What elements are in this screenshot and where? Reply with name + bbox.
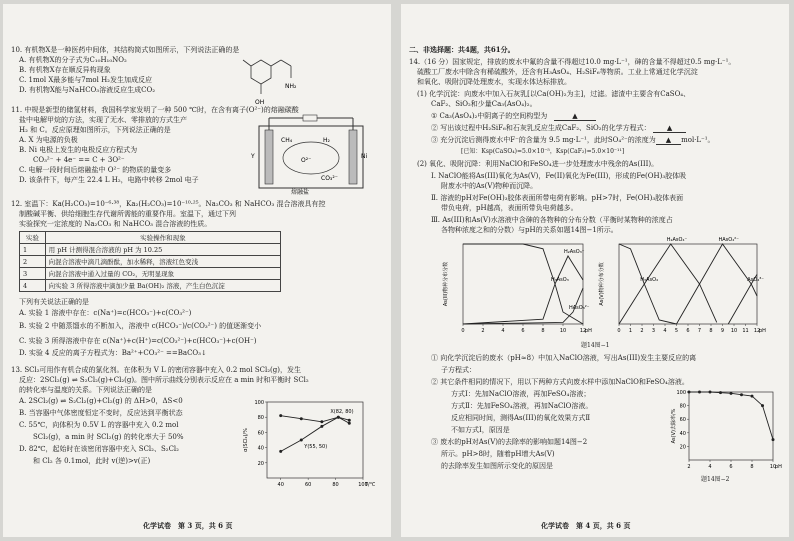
table-cell: 2 <box>20 256 46 268</box>
q14-part2-q2: ② 其它条件相同的情况下，用以下两种方式向废水样中添加NaClO和FeSO₄溶液。 <box>431 378 689 386</box>
q14-method-2: 方式Ⅱ：先加FeSO₄溶液，再加NaClO溶液。 <box>451 402 593 410</box>
table-row <box>20 244 281 256</box>
section-title: 二、非选择题：共4题，共61分。 <box>409 45 515 54</box>
series-label: HAsO₄²⁻ <box>718 237 739 243</box>
table-row <box>20 268 281 280</box>
data-point <box>688 391 691 394</box>
x-tick-label: 4 <box>663 328 667 334</box>
y-axis-label: As(V)去除率/% <box>671 408 677 444</box>
data-point <box>279 450 282 453</box>
q12-line-3: 实验探究一定浓度的 Na₂CO₃ 和 NaHCO₃ 混合溶液的性质。 <box>19 220 212 228</box>
as5-distribution-chart <box>597 238 767 338</box>
series-line <box>677 244 758 324</box>
right-page-footer: 化学试卷 第 4 页，共 6 页 <box>541 521 631 530</box>
data-point <box>719 391 722 394</box>
answer-blank: ▲ <box>653 124 686 133</box>
table-cell: 3 <box>20 268 46 280</box>
q11-electrolysis-cell-diagram <box>251 114 379 196</box>
series-label: AsO₄³⁻ <box>747 277 764 283</box>
q12-prompt: 下列有关说法正确的是 <box>19 298 89 306</box>
q14-part2-q3-cont2: 的去除率发生如图所示变化的原因是 <box>441 462 553 470</box>
series-line <box>689 392 773 440</box>
q14-info-2-cont: 带负电荷，pH越高，表面所带负电荷越多。 <box>441 204 578 212</box>
q14-part1-q3 <box>431 136 715 144</box>
q14-part2-q1: ① 向化学沉淀后的废水（pH≈8）中加入NaClO溶液，写出As(III)发生主要反应的离 <box>431 354 697 362</box>
removal-rate-chart <box>669 388 781 474</box>
data-point <box>348 419 351 422</box>
x-tick-label: 0 <box>617 328 621 334</box>
y-axis-label: As(III)物种分布分数 <box>443 261 449 307</box>
q12-table-header-cell: 实验操作和现象 <box>45 232 280 244</box>
y-tick-label: 100 <box>676 390 686 396</box>
q14-part1-line-2: CaF₂、SiO₂和少量Ca₃(AsO₄)₂。 <box>431 100 537 108</box>
series-line <box>619 244 677 324</box>
data-point <box>751 395 754 398</box>
q14-info-3-cont: 各物种浓度之和的分数）与pH的关系如题14图−1所示。 <box>441 226 618 234</box>
y-axis-label: α(SCl₂)/% <box>243 428 249 452</box>
q11-o2-label: O²⁻ <box>301 157 312 164</box>
q11-ch4-label: CH₄ <box>281 137 293 144</box>
series-label: H₃AsO₄ <box>640 277 659 283</box>
y-axis-label: As(V)物种分布分数 <box>599 262 605 306</box>
q13-line-2: 反应：2SCl₂(g) ⇌ S₂Cl₂(g)+Cl₂(g)。图中所示曲线分别表示反应在 a min 时和平衡时 SCl₂ <box>19 376 309 384</box>
q10-option-b: B. 有机物X存在顺反异构现象 <box>19 66 111 74</box>
q11-line-2: 盐中电解甲烷的方法，实现了无水、零排放的方式生产 <box>19 116 187 124</box>
data-point <box>300 439 303 442</box>
point-label-x: X(82, 80) <box>330 409 354 416</box>
table-cell: 4 <box>20 280 46 292</box>
x-tick-label: 60 <box>304 482 312 488</box>
x-tick-label: 8 <box>750 464 754 470</box>
x-tick-label: 2 <box>640 328 644 334</box>
q12-option-a: A. 实验 1 溶液中存在：c(Na⁺)=c(HCO₃⁻)+c(CO₃²⁻) <box>19 309 192 317</box>
x-tick-label: 6 <box>686 328 690 334</box>
q11-molten-salt-label: 熔融盐 <box>291 189 310 196</box>
q10-option-a: A. 有机物X的分子式为C₁₀H₁₀NO₂ <box>19 56 127 64</box>
table-cell: 向实验 3 所得溶液中滴加少量 Ba(OH)₂ 溶液，产生白色沉淀 <box>45 280 280 292</box>
q14-part1-q2 <box>431 124 686 132</box>
q12-option-c: C. 实验 3 所得溶液中存在 c(Na⁺)+c(H⁺)=c(CO₃²⁻)+c(HCO₃⁻)+c(OH⁻) <box>19 337 257 345</box>
q12-line-1: 12. 室温下：Ka(H₂CO₃)=10⁻⁶·³⁸，Ka₂(H₂CO₃)=10⁻¹⁰·²⁵。Na₂CO₃ 和 NaHCO₃ 混合溶液具有控 <box>11 200 326 208</box>
q11-line-3: H₂ 和 C。反应原理如图所示，下列说法正确的是 <box>19 126 171 134</box>
q14-part1-q3-unit: mol·L⁻¹。 <box>681 136 715 144</box>
q11-option-d: D. 该条件下，每产生 22.4 L H₂，电路中转移 2mol 电子 <box>19 176 199 184</box>
answer-blank: ▲ <box>656 136 681 145</box>
x-tick-label: 12 <box>753 328 761 334</box>
q13-line-3: 的转化率与温度的关系。下列说法正确的是 <box>19 386 152 394</box>
y-tick-label: 80 <box>257 415 264 422</box>
table-row <box>20 256 281 268</box>
q13-option-c-cont: SCl₂(g)，a min 时 SCl₂(g) 的转化率大于 50% <box>33 433 184 441</box>
y-tick-label: 60 <box>257 430 264 437</box>
y-tick-label: 20 <box>679 444 686 451</box>
series-label: H₂AsO₄⁻ <box>666 237 688 243</box>
table-cell: 1 <box>20 244 46 256</box>
q10-oh-label: OH <box>255 99 265 106</box>
x-tick-label: 5 <box>674 328 679 334</box>
q12-line-2: 制酸碱平衡、供给细胞生存代谢所需能的重要作用。室温下，通过下列 <box>19 210 236 218</box>
series-line <box>463 244 583 324</box>
y-tick-label: 40 <box>679 430 686 437</box>
x-tick-label: 100 <box>358 482 368 488</box>
q14-part1-q3-text: ③ 充分沉淀后测得废水中F⁻的含量为 9.5 mg·L⁻¹，此时SO₄²⁻的浓度为 <box>431 136 656 144</box>
left-exam-page <box>3 4 391 537</box>
q14-info-1: Ⅰ. NaClO能将As(III)氧化为As(V)，Fe(II)氧化为Fe(III)，形成的Fe(OH)₃胶体吸 <box>431 172 687 180</box>
x-axis-label: pH <box>585 328 592 334</box>
q11-co3-label: CO₃²⁻ <box>321 175 338 182</box>
data-point <box>772 438 775 441</box>
x-tick-label: 6 <box>521 328 525 334</box>
q14-info-3: Ⅲ. As(III)和As(V)水溶液中含砷的各物种的分布分数（平衡时某物种的浓度占 <box>431 216 673 224</box>
q14-part1-line-1: (1) 化学沉淀：向废水中加入石灰乳[以Ca(OH)₂为主]，过滤。滤渣中主要含有CaSO₄、 <box>417 90 691 98</box>
q14-part2-q1-cont: 子方程式： <box>441 366 476 374</box>
data-point <box>348 422 351 425</box>
plot-frame <box>689 392 773 460</box>
q14-line-3: 和氧化、吸附沉降处理废水，实现水体达标排放。 <box>417 78 571 86</box>
y-tick-label: 100 <box>254 400 264 406</box>
x-tick-label: 10 <box>769 464 777 470</box>
q14-ksp-note: [已知：Ksp(CaSO₄)=5.0×10⁻⁵，Ksp(CaF₂)=5.0×10⁻¹¹] <box>461 148 625 155</box>
x-tick-label: 80 <box>332 482 339 488</box>
q14-part1-q2-text: ② 写出该过程中H₂SiF₆和石灰乳反应生成CaF₂、SiO₂的化学方程式： <box>431 124 651 132</box>
data-point <box>730 392 733 395</box>
data-point <box>709 391 712 394</box>
x-tick-label: 6 <box>729 464 733 470</box>
q11-option-a: A. X 为电源的负极 <box>19 136 78 144</box>
q12-experiment-table <box>19 231 281 292</box>
y-tick-label: 80 <box>679 403 686 410</box>
q14-part2-line: (2) 氧化、吸附沉降：利用NaClO和FeSO₄进一步处理废水中残余的As(III)。 <box>417 160 659 168</box>
q14-info-2: Ⅱ. 溶液的pH对Fe(OH)₃胶体表面所带电荷有影响。pH>7时，Fe(OH)₃胶体表面 <box>431 194 684 202</box>
data-point <box>761 404 764 407</box>
x-tick-label: 8 <box>541 328 545 334</box>
answer-blank: ▲ <box>554 112 595 121</box>
table-cell: 向混合溶液中滴几滴酚酞，加水稀释，溶液红色变浅 <box>45 256 280 268</box>
q10-stem: 10. 有机物X是一种医药中间体，其结构简式如图所示，下列说法正确的是 <box>11 46 240 54</box>
q11-y-label: Y <box>251 153 255 160</box>
data-point <box>279 414 282 417</box>
q14-part1-q1-text: ① Ca₃(AsO₄)₂中阴离子的空间构型为 <box>431 112 548 120</box>
x-axis-label: T/℃ <box>365 482 376 488</box>
q11-option-c: C. 电解一段时间后熔融盐中 O²⁻ 的物质的量变多 <box>19 166 172 174</box>
q13-option-d: D. 82℃，起始时在该密闭容器中充入 SCl₂、S₂Cl₂ <box>19 445 179 453</box>
q14-part2-q3: ③ 废水的pH对As(V)的去除率的影响如题14图−2 <box>431 438 588 446</box>
q10-structure-figure <box>231 50 301 112</box>
data-point <box>320 425 323 428</box>
q13-line-1: 13. SCl₂可用作有机合成的氯化剂。在体积为 V L 的密闭容器中充入 0.2 mol SCl₂(g)，发生 <box>11 366 301 374</box>
q14-part2-q3-cont: 所示。pH>8时，随着pH增大As(V) <box>441 450 555 458</box>
q13-option-d-cont: 和 Cl₂ 各 0.1mol，此时 v(逆)>v(正) <box>33 457 151 465</box>
x-tick-label: 11 <box>742 328 749 334</box>
q13-option-c: C. 55℃，向体积为 0.5V L 的容器中充入 0.2 mol <box>19 421 179 429</box>
x-tick-label: 4 <box>708 464 712 470</box>
x-tick-label: 1 <box>628 328 633 334</box>
q12-option-b: B. 实验 2 中随蒸馏水的不断加入，溶液中 c(HCO₃⁻)/c(CO₃²⁻) 的值逐渐变小 <box>19 322 262 330</box>
x-tick-label: 10 <box>559 328 567 334</box>
data-point <box>337 416 340 419</box>
q14-method-reason: 不如方式Ⅰ，原因是 <box>451 426 510 434</box>
x-tick-label: 40 <box>277 482 284 488</box>
q12-table-header-cell: 实验 <box>20 232 46 244</box>
point-label-y: Y(55, 50) <box>304 444 328 450</box>
q12-option-d: D. 实验 4 反应的离子方程式为：Ba²⁺+CO₃²⁻ ==BaCO₃↓ <box>19 349 207 357</box>
series-label: H₂AsO₃⁻ <box>564 249 585 255</box>
y-tick-label: 20 <box>257 460 264 467</box>
table-cell: 向混合溶液中通入过量的 CO₂，无明显现象 <box>45 268 280 280</box>
q13-option-b: B. 当容器中气体密度恒定不变时，反应达到平衡状态 <box>19 409 183 417</box>
x-tick-label: 10 <box>730 328 738 334</box>
data-point <box>740 393 743 396</box>
x-tick-label: 4 <box>501 328 505 334</box>
series-line <box>463 288 583 324</box>
q13-conversion-chart <box>241 396 381 496</box>
x-tick-label: 7 <box>697 328 702 334</box>
series-label: H₃AsO₃ <box>551 277 569 283</box>
fig14-2-caption: 题14图−2 <box>701 476 730 483</box>
q11-option-b: B. Ni 电极上发生的电极反应方程式为 <box>19 146 138 154</box>
q14-info-1-cont: 附废水中的As(V)物种而沉降。 <box>441 182 538 190</box>
plot-frame <box>619 244 757 324</box>
right-exam-page <box>401 4 789 537</box>
q14-method-1: 方式Ⅰ：先加NaClO溶液，再加FeSO₄溶液； <box>451 390 591 398</box>
table-row <box>20 280 281 292</box>
x-tick-label: 3 <box>651 328 656 334</box>
fig14-1-caption: 题14图−1 <box>581 342 610 349</box>
x-tick-label: 2 <box>687 464 691 470</box>
x-axis-label: pH <box>759 328 766 334</box>
table-cell: 用 pH 计测得混合溶液的 pH 为 10.25 <box>45 244 280 256</box>
x-tick-label: 8 <box>709 328 713 334</box>
q11-h2-label: H₂ <box>323 137 330 144</box>
x-axis-label: pH <box>775 464 782 470</box>
y-tick-label: 40 <box>257 445 264 452</box>
q11-ni-label: Ni <box>361 153 368 160</box>
data-point <box>300 417 303 420</box>
data-point <box>320 420 323 423</box>
x-tick-label: 2 <box>481 328 485 334</box>
series-label: HAsO₃²⁻ <box>569 305 590 311</box>
q10-option-d: D. 有机物X能与NaHCO₃溶液反应生成CO₂ <box>19 86 156 94</box>
q14-part1-q1 <box>431 112 596 120</box>
q14-line-1: 14.（16 分）国家规定，排放的废水中氟的含量不得超过10.0 mg·L⁻¹，砷的含量不得超过0.5 mg·L⁻¹。 <box>409 58 736 66</box>
q14-method-compare: 反应相同时间，测得As(III)的氧化效果方式Ⅱ <box>451 414 591 422</box>
as3-distribution-chart <box>441 238 591 338</box>
plot-frame <box>463 244 583 324</box>
y-tick-label: 60 <box>679 417 686 424</box>
q13-option-a: A. 2SCl₂(g) ⇌ S₂Cl₂(g)+Cl₂(g) 的 ΔH>0，ΔS<0 <box>19 397 183 405</box>
q12-table-header-row <box>20 232 281 244</box>
q10-nh2-label: NH₂ <box>285 83 297 90</box>
series-line <box>463 256 583 324</box>
x-tick-label: 0 <box>461 328 465 334</box>
data-point <box>698 391 701 394</box>
q10-option-c: C. 1mol X最多能与7mol H₂发生加成反应 <box>19 76 152 84</box>
q14-line-2: 硫酸工厂废水中除含有稀硫酸外，还含有H₃AsO₄、H₂SiF₆等物质。工业上常通过化学沉淀 <box>417 68 698 76</box>
x-tick-label: 12 <box>579 328 587 334</box>
left-page-footer: 化学试卷 第 3 页，共 6 页 <box>143 521 233 530</box>
q11-option-b-equation: CO₃²⁻ + 4e⁻ == C + 3O²⁻ <box>33 156 125 164</box>
x-tick-label: 9 <box>720 328 725 334</box>
q11-line-1: 11. 中规是新型的储氢材料，我国科学家发明了一种 500 ℃时，在含有离子(O²⁻)的熔融碳酸 <box>11 106 299 114</box>
